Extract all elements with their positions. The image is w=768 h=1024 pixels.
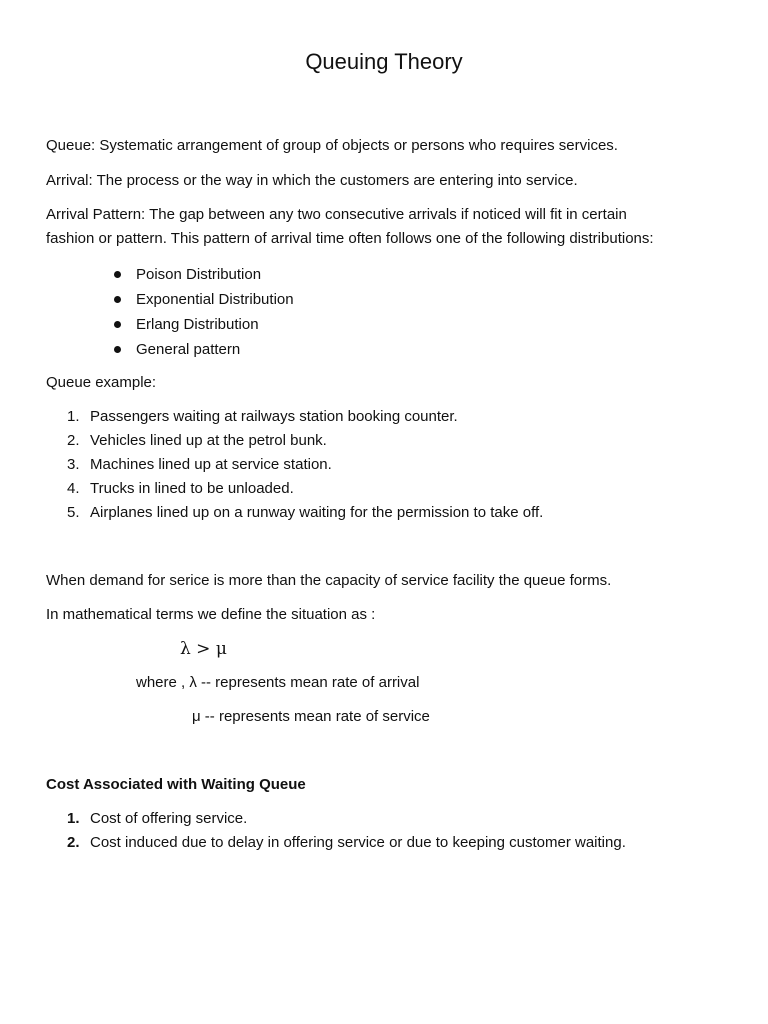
list-item-text: Trucks in lined to be unloaded. [90, 480, 294, 497]
demand-statement: When demand for serice is more than the capacity of service facility the queue forms. [46, 572, 612, 589]
list-item [114, 287, 294, 312]
distribution-list [114, 262, 294, 362]
list-item [67, 477, 543, 501]
list-item [67, 405, 543, 429]
lambda-definition: where , λ -- represents mean rate of arrival [136, 674, 420, 691]
bullet-icon [114, 296, 121, 303]
list-item [114, 312, 294, 337]
list-number: 1. [67, 408, 80, 425]
queue-example-heading: Queue example: [46, 374, 157, 391]
list-item [67, 501, 543, 525]
arrival-pattern-line-1: Arrival Pattern: The gap between any two consecutive arrivals if noticed will fit in certain [46, 206, 627, 223]
list-item-text: Exponential Distribution [136, 291, 294, 308]
list-item-text: Vehicles lined up at the petrol bunk. [90, 432, 327, 449]
list-item [114, 337, 294, 362]
list-item-text: Poison Distribution [136, 266, 262, 283]
math-intro: In mathematical terms we define the situation as : [46, 606, 376, 623]
list-item-text: Machines lined up at service station. [90, 456, 332, 473]
list-number: 2. [67, 834, 80, 851]
mu-definition: μ -- represents mean rate of service [192, 708, 430, 725]
list-item-text: Airplanes lined up on a runway waiting for the permission to take off. [90, 504, 544, 521]
list-item [67, 429, 543, 453]
list-number: 5. [67, 504, 80, 521]
arrival-definition: Arrival: The process or the way in which the customers are entering into service. [46, 172, 578, 189]
arrival-pattern-line-2: fashion or pattern. This pattern of arrival time often follows one of the following distributions: [46, 230, 654, 247]
list-item-text: Cost induced due to delay in offering service or due to keeping customer waiting. [90, 834, 626, 851]
bullet-icon [114, 321, 121, 328]
bullet-icon [114, 346, 121, 353]
page-title: Queuing Theory [305, 49, 463, 74]
list-number: 1. [67, 810, 80, 827]
inequality-formula: λ > μ [180, 639, 227, 659]
queue-definition: Queue: Systematic arrangement of group of objects or persons who requires services. [46, 137, 618, 154]
cost-list [67, 807, 626, 855]
queue-example-list [67, 405, 543, 525]
bullet-icon [114, 271, 121, 278]
list-number: 3. [67, 456, 80, 473]
list-item-text: General pattern [136, 341, 241, 358]
list-item-text: Passengers waiting at railways station booking counter. [90, 408, 458, 425]
list-number: 4. [67, 480, 80, 497]
list-item [67, 831, 626, 855]
list-item [67, 807, 626, 831]
list-item [114, 262, 294, 287]
list-item-text: Erlang Distribution [136, 316, 259, 333]
cost-heading: Cost Associated with Waiting Queue [46, 776, 306, 793]
list-number: 2. [67, 432, 80, 449]
list-item-text: Cost of offering service. [90, 810, 248, 827]
list-item [67, 453, 543, 477]
